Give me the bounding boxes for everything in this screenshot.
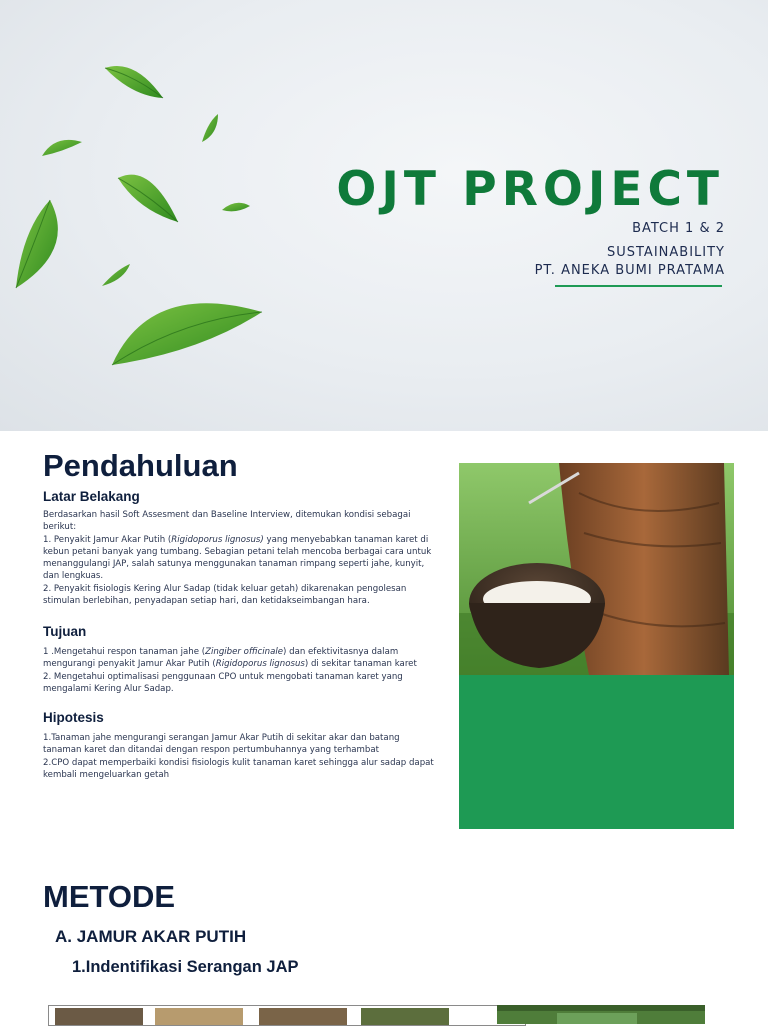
project-title: OJT PROJECT	[336, 162, 724, 217]
field-photo	[497, 1005, 705, 1024]
latar-belakang-heading: Latar Belakang	[43, 489, 140, 504]
pendahuluan-heading: Pendahuluan	[43, 448, 238, 483]
hipotesis-item-1: 1.Tanaman jahe mengurangi serangan Jamur Akar Putih di sekitar akar dan batang tanaman karet dan ditandai dengan respon pertumbuhannya yang terhambat	[43, 733, 400, 756]
falling-leaves-illustration	[0, 0, 300, 400]
division-label: SUSTAINABILITY	[606, 245, 725, 260]
rubber-tree-photo	[459, 463, 734, 675]
latar-item-1: 1. Penyakit Jamur Akar Putih (Rigidoporus lignosus) yang menyebabkan tanaman karet di kebun petani banyak yang tumbang. Sebagian petani telah mencoba berbagai cara untuk menanggulangi JAP, salah satunya menggunakan tanaman rimpang seperti jahe, kunyit, dan lengkuas.	[43, 534, 432, 582]
batch-label: BATCH 1 & 2	[632, 221, 725, 236]
latar-intro: Berdasarkan hasil Soft Assesment dan Baseline Interview, ditemukan kondisi sebagai berikut:	[43, 510, 411, 533]
tujuan-item-2: 2. Mengetahui optimalisasi penggunaan CPO untuk mengobati tanaman karet yang mengalami Kering Alur Sadap.	[43, 671, 403, 694]
hipotesis-heading: Hipotesis	[43, 710, 104, 725]
latar-belakang-text	[43, 509, 435, 607]
tujuan-text	[43, 646, 435, 695]
tujuan-heading: Tujuan	[43, 624, 87, 639]
company-name: PT. ANEKA BUMI PRATAMA	[534, 263, 725, 278]
leaf-icon	[16, 66, 262, 365]
hipotesis-item-2: 2.CPO dapat memperbaiki kondisi fisiologis kulit tanaman karet sehingga alur sadap dapat kembali mengeluarkan getah	[43, 757, 434, 780]
tujuan-item-1: 1 .Mengetahui respon tanaman jahe (Zingiber officinale) dan efektivitasnya dalam mengurangi penyakit Jamur Akar Putih (Rigidoporus lignosus) di sekitar tanaman karet	[43, 647, 417, 670]
title-divider	[555, 285, 722, 287]
step-1-heading: 1.Indentifikasi Serangan JAP	[72, 958, 299, 976]
hipotesis-text	[43, 732, 435, 781]
accent-green-block	[459, 675, 734, 829]
hero-banner	[0, 0, 768, 431]
section-a-heading: A. JAMUR AKAR PUTIH	[55, 927, 247, 946]
metode-heading: METODE	[43, 879, 176, 914]
latar-item-2: 2. Penyakit fisiologis Kering Alur Sadap (tidak keluar getah) dikarenakan pengolesan stimulan berlebihan, penyadapan setiap hari, dan ketidakseimbangan hara.	[43, 583, 407, 607]
jap-photo-strip	[48, 1005, 526, 1026]
